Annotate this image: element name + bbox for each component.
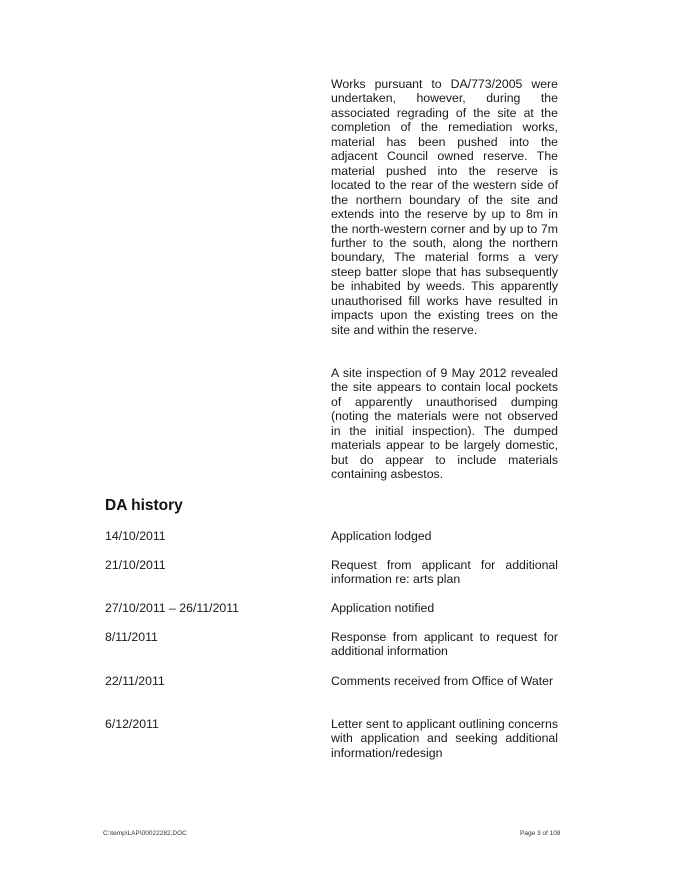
history-event: Request from applicant for additional information re: arts plan	[331, 558, 558, 587]
footer-page-number: Page 3 of 108	[520, 830, 561, 837]
history-date: 22/11/2011	[105, 674, 165, 688]
site-description-paragraph: Works pursuant to DA/773/2005 were undertaken, however, during the associated regrading of the site at the completion of the remediation works, material has been pushed into the adjacent Council owned reserve. The material pushed into the reserve is located to the rear of the western side of the northern boundary of the site and extends into the reserve by up to 8m in the north-western corner and by up to 7m further to the south, along the northern boundary, The material forms a very steep batter slope that has subsequently be inhabited by weeds. This apparently unauthorised fill works have resulted in impacts upon the existing trees on the site and within the reserve.	[331, 77, 558, 337]
history-date: 8/11/2011	[105, 630, 158, 644]
history-event: Comments received from Office of Water	[331, 674, 554, 688]
da-history-heading: DA history	[105, 497, 183, 514]
history-event: Response from applicant to request for additional information	[331, 630, 558, 659]
history-event: Application lodged	[331, 529, 432, 543]
history-date: 21/10/2011	[105, 558, 166, 572]
history-date: 27/10/2011 – 26/11/2011	[105, 601, 240, 615]
history-event: Application notified	[331, 601, 435, 615]
history-event: Letter sent to applicant outlining concerns with application and seeking additional information/redesign	[331, 717, 558, 760]
site-inspection-paragraph: A site inspection of 9 May 2012 revealed the site appears to contain local pockets of apparently unauthorised dumping (noting the materials were not observed in the initial inspection). The dumped materials appear to be largely domestic, but do appear to include materials containing asbestos.	[331, 366, 558, 482]
footer-file-path: C:\temp\LAP\00022282.DOC	[103, 830, 187, 837]
history-date: 6/12/2011	[105, 717, 159, 731]
history-date: 14/10/2011	[105, 529, 166, 543]
